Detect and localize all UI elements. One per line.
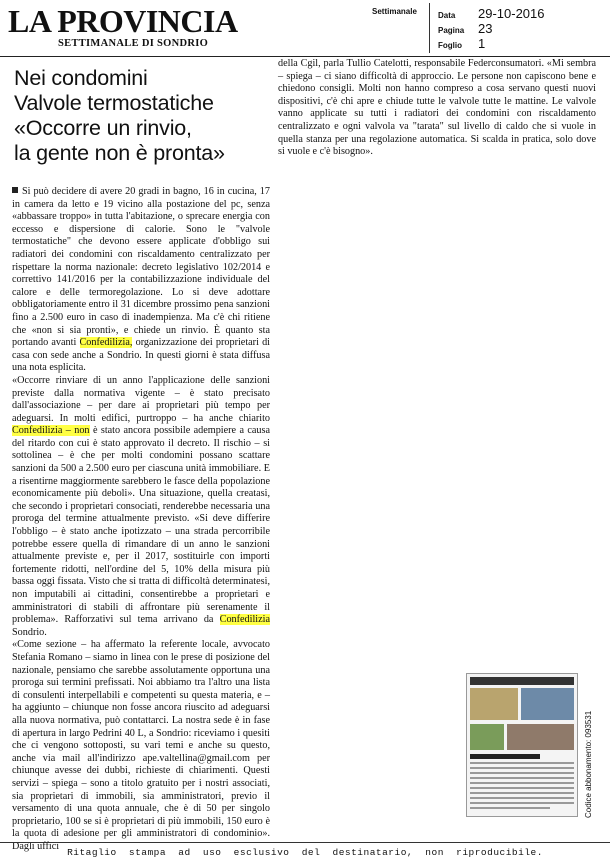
headline-line-4: la gente non è pronta»: [14, 141, 225, 165]
page-thumbnail-image: [467, 674, 577, 816]
highlight-confedilizia: Confedilizia – non: [12, 425, 90, 437]
periodicity-label: Settimanale: [372, 7, 417, 16]
footer-notice: Ritaglio stampa ad uso esclusivo del destinatario, non riproducibile.: [0, 842, 610, 858]
sheet-value: 1: [478, 36, 486, 51]
headline-line-2: Valvole termostatiche: [14, 91, 214, 115]
headline-line-3: «Occorre un rinvio,: [14, 116, 192, 140]
page-thumbnail: [466, 673, 578, 817]
paragraph-3: «Come sezione – ha affermato la referente locale, avvocato Stefania Romano – siamo in linea con le prese di posizione del nazionale, pensiamo che sarebbe assolutamente opportuna una proroga sui termini prefissati. Noi abbiamo tra l'altro una lista di consulenti interpellabili e competenti su questa materia, e – ha aggiunto – chiunque non fosse ancora riuscito ad adeguarsi alla nuova normativa, può contattarci. La nostra sede è in fase di apertura in largo Pedrini 40 L, a Sondrio: riceviamo i quesiti che ci vengono sottoposti, su vari temi e anche su questo, anche via mail all'indirizzo ape.valtellina@gmail.com per chiunque avesse dei dubbi, richieste di chiarimenti. Questi servizi – spiega – sono a titolo gratuito per i nostri associati, sia proprietari di immobili, sia amministratori, previo il versamento di una quota annuale, che è di 50 per singolo proprietario, 100 se si è proprietari di più immobili, 150 euro è la quota di adesione per gli amministratori di condominio». Dagli uffici: [12, 639, 270, 852]
paragraph-1: Si può decidere di avere 20 gradi in bagno, 16 in cucina, 17 in camera da letto e 19 vicino alla postazione del pc, senza «abbassare troppo» in tutta l'abitazione, o sprecare energia con eccesso e dispersione di calorie. Sono le "valvole termostatiche" che devono essere applicate d'obbligo sui radiatori dei condomini con riscaldamento centralizzato per rispettare la norma nazionale: decreto legislativo 102/2014 e correttivo 141/2016 per la contabilizzazione individuale del calore e delle termoregolazione. Lo si deve adottare obbligatoriamente entro il 31 dicembre prossimo pena sanzioni fino a 2.500 euro in caso di inadempienza. Ma c'è chi ritiene che «non si sia pronti», e chiede un rinvio. È quanto sta portando avanti Confedilizia, organizzazione dei proprietari di casa con sede anche a Sondrio. In questi giorni è stata diffusa una nota esplicita.: [12, 186, 271, 374]
date-value: 29-10-2016: [478, 6, 545, 21]
subscription-code: Codice abbonamento: 093531: [584, 710, 593, 818]
article-column-left: [12, 186, 270, 853]
header-rule: [0, 56, 610, 57]
page-label: Pagina: [438, 26, 465, 35]
bullet-square-icon: [12, 187, 18, 193]
article-headline: [14, 66, 254, 166]
paragraph-right: della Cgil, parla Tullio Catelotti, responsabile Federconsumatori. «Mi sembra – spiega – ci siano difficoltà di approccio. Le persone non capiscono bene e chiedono consigli. Molti non hanno compreso a cosa servano questi nuovi dispositivi, c'è chi apre e chiude tutte le valvole tutte le mattine. Le valvole vanno applicate su tutti i radiatori dei condomini con riscaldamento centralizzato e ogni valvola va "tarata" sul livello di caldo che si vuole in quella stanza per una regolazione automatica. Si scalda in pratica, solo dove si vuole e c'è bisogno».: [278, 58, 596, 158]
page-value: 23: [478, 21, 493, 36]
highlight-confedilizia: Confedilizia: [219, 614, 271, 626]
highlight-confedilizia: Confedilizia,: [79, 337, 133, 349]
newspaper-name: LA PROVINCIA: [8, 3, 238, 39]
sheet-label: Foglio: [438, 41, 462, 50]
paragraph-2: «Occorre rinviare di un anno l'applicazione delle sanzioni previste dalla normativa vigente – è stato precisato dall'associazione – per dare ai proprietari più tempo per adeguarsi. In molti edifici, purtroppo – ha anche chiarito Confedilizia – non è stato ancora possibile adempiere a causa del ritardo con cui è stato approvato il decreto. Il rischio – si sottolinea – è che per molti condomini possano scattare sanzioni da 500 a 2.500 euro per ciascuna unità immobiliare. E a risentirne maggiormente sarebbero le fasce della popolazione economicamente più deboli». Una situazione, quella creatasi, che secondo i proprietari consociati, renderebbe necessaria una proroga del termine attualmente previsto. «Si deve differire l'obbligo – è stato anche ipotizzato – una strada percorribile potrebbe essere quella di rimandare di un anno le sanzioni attualmente previste e, per il 2017, sostituirle con importi fortemente ridotti, nell'ordine del 5, 10% della misura più bassa oggi fissata. Visto che si tratta di difficoltà determinatesi, non imputabili ai cittadini, consentirebbe a proprietari e amministratori di stabili di affrontare più serenamente il problema». Rafforzativi sul tema arrivano da Confedilizia Sondrio.: [12, 374, 271, 638]
article-column-right: [278, 58, 596, 159]
date-label: Data: [438, 11, 456, 20]
headline-line-1: Nei condomini: [14, 66, 148, 90]
meta-box: [429, 3, 600, 53]
masthead: [8, 3, 270, 49]
newspaper-subtitle: SETTIMANALE DI SONDRIO: [58, 38, 209, 49]
